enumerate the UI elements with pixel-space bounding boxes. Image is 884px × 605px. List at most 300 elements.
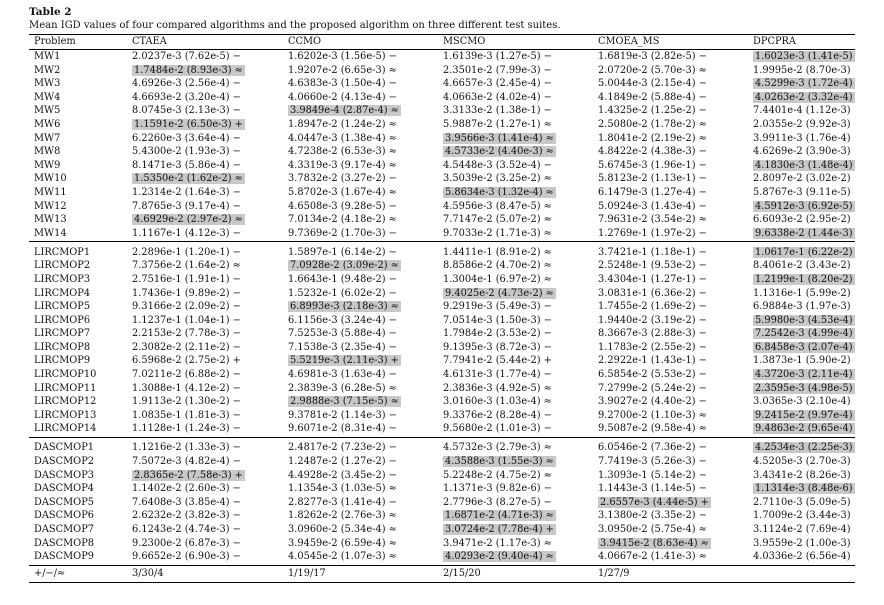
value-text: 5.4300e-2 (1.93e-3) − — [132, 146, 241, 158]
value-cell — [593, 172, 748, 186]
problem-cell: LIRCMOP1 — [34, 246, 91, 258]
value-cell — [593, 242, 748, 260]
value-text: 4.0447e-3 (1.38e-4) ≈ — [288, 132, 397, 144]
table-row — [29, 132, 855, 146]
value-text: 9.5680e-2 (1.01e-3) − — [443, 423, 552, 435]
value-cell — [748, 482, 855, 496]
value-text: 5.9887e-2 (1.27e-1) ≈ — [443, 118, 552, 130]
value-text: 7.5253e-3 (5.88e-4) − — [288, 328, 397, 340]
value-text: 4.5732e-3 (2.79e-3) ≈ — [443, 442, 552, 454]
table-row — [29, 523, 855, 537]
value-cell — [748, 368, 855, 382]
value-text: 2.3836e-3 (4.92e-5) ≈ — [443, 382, 552, 394]
value-cell — [127, 259, 283, 273]
problem-cell: LIRCMOP14 — [29, 422, 127, 437]
value-text: 6.0546e-2 (7.36e-2) − — [598, 442, 707, 454]
problem-cell: DASCMOP9 — [29, 550, 127, 565]
value-cell — [593, 159, 748, 173]
value-text: 1.7984e-2 (3.53e-2) − — [443, 328, 552, 340]
value-cell — [438, 300, 593, 314]
value-cell — [127, 438, 283, 456]
value-cell — [127, 200, 283, 214]
value-text: 3.9459e-2 (6.59e-4) ≈ — [288, 537, 397, 549]
value-cell — [748, 104, 855, 118]
value-cell — [748, 159, 855, 173]
best-value-highlight: 1.6023e-3 (1.41e-5) — [755, 51, 853, 62]
problem-cell: MW3 — [34, 78, 61, 90]
header-row — [29, 35, 855, 50]
value-text: 9.3376e-2 (8.28e-4) − — [443, 409, 552, 421]
value-text: 8.0745e-3 (2.13e-3) − — [132, 105, 241, 117]
value-cell — [438, 91, 593, 105]
problem-cell: DASCMOP3 — [34, 469, 95, 481]
header-mscmo: MSCMO — [438, 35, 593, 50]
value-text: 1.3088e-1 (4.12e-2) − — [132, 382, 241, 394]
value-text: 6.5854e-2 (5.53e-2) − — [598, 369, 707, 381]
table-row — [29, 242, 855, 260]
problem-cell: MW10 — [34, 173, 67, 185]
value-cell — [438, 395, 593, 409]
table-row — [29, 409, 855, 423]
problem-cell: MW11 — [34, 186, 67, 198]
value-cell — [593, 523, 748, 537]
value-text: 4.5205e-3 (2.70e-3) — [753, 456, 851, 468]
problem-cell: DASCMOP7 — [34, 524, 95, 535]
value-cell — [748, 327, 855, 341]
value-cell — [593, 341, 748, 355]
value-cell — [748, 91, 855, 105]
table-row — [29, 509, 855, 523]
value-cell — [748, 118, 855, 132]
value-cell — [593, 469, 748, 483]
value-cell — [283, 172, 438, 186]
problem-cell: LIRCMOP7 — [34, 328, 91, 340]
value-cell — [283, 341, 438, 355]
value-text: 1.1783e-2 (2.55e-2) − — [598, 341, 707, 353]
summary-row — [29, 565, 855, 582]
value-cell — [283, 469, 438, 483]
table-row — [29, 354, 855, 368]
value-text: 4.6981e-3 (1.63e-4) − — [288, 369, 397, 381]
value-cell — [593, 287, 748, 301]
value-cell — [438, 422, 593, 437]
value-text: 3.0950e-2 (5.75e-4) ≈ — [598, 524, 707, 535]
value-cell — [593, 64, 748, 78]
value-text: 1.2487e-2 (1.27e-2) − — [288, 456, 397, 468]
value-text: 1.9207e-2 (6.65e-3) ≈ — [288, 64, 397, 76]
value-text: 3.4341e-2 (8.26e-3) — [753, 469, 851, 481]
value-text: 2.7796e-3 (8.27e-5) − — [443, 496, 552, 508]
value-cell — [283, 242, 438, 260]
table-row — [29, 64, 855, 78]
value-text: 4.0545e-2 (1.07e-3) ≈ — [288, 551, 397, 563]
value-text: 7.0211e-2 (6.88e-2) − — [132, 369, 241, 381]
value-cell — [127, 159, 283, 173]
value-cell — [283, 200, 438, 214]
value-cell — [748, 422, 855, 437]
value-text: 1.1237e-1 (1.04e-1) − — [132, 314, 241, 326]
value-cell — [593, 104, 748, 118]
value-text: 4.5956e-3 (8.47e-5) ≈ — [443, 200, 552, 212]
value-text: 9.2300e-2 (6.87e-3) − — [132, 537, 241, 549]
value-cell — [748, 455, 855, 469]
value-text: 4.6269e-2 (3.90e-3) — [753, 146, 851, 158]
value-cell — [748, 469, 855, 483]
best-value-highlight: 1.5350e-2 (1.62e-2) ≈ — [134, 173, 243, 185]
table-row — [29, 213, 855, 227]
value-cell — [438, 159, 593, 173]
value-text: 1.4325e-2 (1.25e-2) − — [598, 105, 707, 117]
value-text: 1.5897e-1 (6.14e-2) − — [288, 246, 397, 258]
value-cell — [593, 509, 748, 523]
best-value-highlight: 2.6557e-3 (4.44e-5) + — [600, 496, 709, 508]
value-text: 2.5080e-2 (1.78e-2) ≈ — [598, 118, 707, 130]
value-text: 3.0365e-3 (2.10e-4) — [753, 396, 851, 408]
value-text: 9.6652e-2 (6.90e-3) − — [132, 551, 241, 563]
best-value-highlight: 2.3595e-3 (4.98e-5) — [755, 382, 853, 394]
value-cell — [748, 186, 855, 200]
value-cell — [438, 327, 593, 341]
value-text: 7.7941e-2 (5.44e-2) + — [443, 355, 552, 367]
value-cell — [283, 395, 438, 409]
value-cell — [438, 550, 593, 565]
value-text: 2.3839e-3 (6.28e-5) ≈ — [288, 382, 397, 394]
best-value-highlight: 2.8365e-2 (7.58e-3) + — [134, 469, 243, 481]
value-cell — [127, 368, 283, 382]
value-text: 1.9113e-2 (1.30e-2) − — [132, 396, 241, 408]
value-text: 2.4817e-2 (7.23e-2) − — [288, 442, 397, 454]
value-cell — [438, 537, 593, 551]
table-row — [29, 287, 855, 301]
value-text: 1.4411e-1 (8.91e-2) ≈ — [443, 246, 552, 258]
table-row — [29, 300, 855, 314]
value-cell — [283, 496, 438, 510]
value-text: 9.7369e-2 (1.70e-3) − — [288, 227, 397, 239]
value-cell — [593, 368, 748, 382]
value-cell — [748, 314, 855, 328]
value-text: 2.0355e-2 (9.92e-3) — [753, 118, 851, 130]
value-text: 1.8262e-2 (2.76e-3) ≈ — [288, 510, 397, 522]
value-cell — [748, 242, 855, 260]
value-text: 2.5248e-1 (9.53e-2) − — [598, 260, 707, 272]
best-value-highlight: 4.5912e-3 (6.92e-5) — [755, 200, 853, 212]
table-row — [29, 145, 855, 159]
value-text: 1.1128e-1 (1.24e-3) − — [132, 423, 241, 435]
table-row — [29, 259, 855, 273]
value-text: 4.6508e-3 (9.28e-5) − — [288, 200, 397, 212]
value-cell — [283, 132, 438, 146]
value-text: 4.6383e-3 (1.50e-4) − — [288, 78, 397, 90]
value-cell — [283, 273, 438, 287]
value-text: 3.4304e-1 (1.27e-1) − — [598, 273, 707, 285]
value-cell — [748, 300, 855, 314]
value-cell — [748, 50, 855, 64]
value-text: 1.7436e-1 (9.89e-2) − — [132, 287, 241, 299]
value-text: 7.6408e-3 (3.85e-4) − — [132, 496, 241, 508]
table-row — [29, 186, 855, 200]
value-text: 2.3082e-2 (2.11e-2) − — [132, 341, 241, 353]
value-cell — [593, 91, 748, 105]
value-cell — [593, 314, 748, 328]
value-text: 4.8422e-2 (4.38e-3) − — [598, 146, 707, 158]
value-cell — [748, 213, 855, 227]
problem-cell: MW6 — [34, 118, 61, 130]
problem-cell: LIRCMOP3 — [34, 273, 91, 285]
value-cell — [438, 200, 593, 214]
value-text: 5.6745e-3 (1.96e-1) − — [598, 159, 707, 171]
value-text: 1.1402e-2 (2.60e-3) − — [132, 483, 241, 495]
value-cell — [438, 186, 593, 200]
best-value-highlight: 4.3588e-3 (1.55e-3) ≈ — [445, 456, 554, 468]
best-value-highlight: 1.6871e-2 (4.71e-3) ≈ — [445, 510, 554, 522]
value-cell — [127, 341, 283, 355]
header-ctaea: CTAEA — [127, 35, 283, 50]
table-label: Table 2 — [29, 6, 72, 18]
value-text: 5.8123e-2 (1.13e-1) − — [598, 173, 707, 185]
value-text: 1.6202e-3 (1.56e-5) − — [288, 51, 397, 62]
value-cell — [593, 77, 748, 91]
value-text: 1.1167e-1 (4.12e-3) − — [132, 227, 241, 239]
summary-value — [748, 565, 855, 582]
value-text: 6.1156e-3 (3.24e-4) − — [288, 314, 397, 326]
value-cell — [127, 300, 283, 314]
value-text: 3.9559e-2 (1.00e-3) — [753, 537, 851, 549]
value-cell — [748, 259, 855, 273]
value-text: 9.1395e-3 (8.72e-3) − — [443, 341, 552, 353]
value-text: 5.0044e-3 (2.15e-4) − — [598, 78, 707, 90]
value-cell — [593, 537, 748, 551]
value-cell — [127, 91, 283, 105]
problem-cell: MW7 — [34, 132, 61, 144]
best-value-highlight: 1.1314e-3 (8.48e-6) — [755, 483, 853, 495]
value-cell — [283, 509, 438, 523]
problem-cell: DASCMOP2 — [34, 456, 95, 468]
value-cell — [438, 273, 593, 287]
value-text: 1.3004e-1 (6.97e-2) ≈ — [443, 273, 552, 285]
header-dpcpra: DPCPRA — [748, 35, 855, 50]
value-cell — [283, 104, 438, 118]
value-text: 5.0924e-3 (1.43e-4) − — [598, 200, 707, 212]
value-cell — [283, 537, 438, 551]
value-cell — [127, 537, 283, 551]
table-row — [29, 382, 855, 396]
value-text: 3.9027e-2 (4.40e-2) − — [598, 396, 707, 408]
value-text: 1.6819e-3 (2.82e-5) − — [598, 51, 707, 62]
best-value-highlight: 9.4863e-2 (9.65e-4) — [755, 423, 853, 435]
value-text: 4.0663e-2 (4.02e-4) − — [443, 91, 552, 103]
value-cell — [127, 118, 283, 132]
value-cell — [593, 327, 748, 341]
table-row — [29, 159, 855, 173]
problem-cell: MW2 — [34, 64, 61, 76]
value-cell — [748, 409, 855, 423]
value-text: 1.1216e-2 (1.33e-3) − — [132, 442, 241, 454]
value-text: 2.3501e-2 (7.99e-3) − — [443, 64, 552, 76]
value-cell — [283, 314, 438, 328]
value-text: 6.5968e-2 (2.75e-2) + — [132, 355, 241, 367]
problem-cell: LIRCMOP10 — [34, 369, 97, 381]
value-cell — [283, 327, 438, 341]
value-cell — [127, 172, 283, 186]
value-text: 3.0960e-2 (5.34e-4) ≈ — [288, 524, 397, 535]
value-cell — [127, 496, 283, 510]
value-text: 3.7832e-2 (3.27e-2) − — [288, 173, 397, 185]
value-cell — [438, 104, 593, 118]
value-cell — [127, 550, 283, 565]
problem-cell: MW12 — [34, 200, 67, 212]
table-caption: Mean IGD values of four compared algorithms and the proposed algorithm on three different test suites. — [29, 20, 561, 31]
value-text: 5.8767e-3 (9.11e-5) — [753, 186, 851, 198]
value-cell — [283, 409, 438, 423]
value-text: 2.8277e-3 (1.41e-4) − — [288, 496, 397, 508]
value-cell — [283, 354, 438, 368]
value-cell — [748, 64, 855, 78]
value-cell — [127, 409, 283, 423]
value-cell — [593, 227, 748, 242]
value-cell — [283, 91, 438, 105]
value-cell — [127, 104, 283, 118]
best-value-highlight: 3.9566e-3 (1.41e-4) ≈ — [445, 132, 554, 144]
value-text: 7.7419e-3 (5.26e-3) − — [598, 456, 707, 468]
value-cell — [438, 368, 593, 382]
problem-cell: LIRCMOP11 — [34, 382, 97, 394]
best-value-highlight: 5.8634e-3 (1.32e-4) ≈ — [445, 186, 554, 198]
header-ccmo: CCMO — [283, 35, 438, 50]
value-text: 1.3093e-1 (5.14e-2) − — [598, 469, 707, 481]
value-cell — [283, 482, 438, 496]
value-cell — [127, 273, 283, 287]
value-text: 7.9631e-2 (3.54e-2) ≈ — [598, 214, 707, 226]
value-cell — [438, 227, 593, 242]
value-cell — [438, 64, 593, 78]
table-row — [29, 327, 855, 341]
table-figure — [29, 5, 855, 583]
value-cell — [127, 145, 283, 159]
value-cell — [593, 550, 748, 565]
value-cell — [127, 77, 283, 91]
value-cell — [283, 118, 438, 132]
best-value-highlight: 1.7484e-2 (8.93e-3) ≈ — [134, 64, 243, 76]
value-cell — [748, 172, 855, 186]
value-cell — [438, 438, 593, 456]
value-cell — [593, 496, 748, 510]
value-cell — [593, 300, 748, 314]
value-text: 2.6232e-2 (3.82e-3) − — [132, 510, 241, 522]
value-cell — [748, 341, 855, 355]
table-row — [29, 91, 855, 105]
value-cell — [593, 422, 748, 437]
problem-cell: MW5 — [34, 105, 61, 117]
value-text: 9.5087e-2 (9.58e-4) ≈ — [598, 423, 707, 435]
table-row — [29, 314, 855, 328]
value-cell — [438, 77, 593, 91]
table-row — [29, 227, 855, 242]
value-text: 2.8097e-2 (3.02e-2) — [753, 173, 851, 185]
problem-cell: LIRCMOP2 — [34, 260, 91, 272]
value-cell — [748, 509, 855, 523]
value-text: 4.1849e-2 (5.88e-4) − — [598, 91, 707, 103]
summary-value: 1/19/17 — [283, 565, 438, 582]
best-value-highlight: 5.5219e-3 (2.11e-3) + — [290, 355, 399, 367]
value-text: 1.1316e-1 (5.99e-2) — [753, 287, 851, 299]
value-text: 1.8041e-2 (2.19e-2) ≈ — [598, 132, 707, 144]
value-cell — [438, 523, 593, 537]
value-cell — [127, 314, 283, 328]
value-cell — [127, 509, 283, 523]
value-text: 8.8586e-2 (4.70e-2) ≈ — [443, 260, 552, 272]
problem-cell: LIRCMOP6 — [34, 314, 91, 326]
value-text: 3.0831e-1 (6.36e-2) − — [598, 287, 707, 299]
value-text: 7.2799e-2 (5.24e-2) − — [598, 382, 707, 394]
best-value-highlight: 1.0617e-1 (6.22e-2) — [755, 246, 853, 258]
value-text: 1.8947e-2 (1.24e-2) ≈ — [288, 118, 397, 130]
value-cell — [438, 118, 593, 132]
value-text: 2.7110e-3 (5.09e-5) — [753, 496, 851, 508]
value-text: 6.1479e-3 (1.27e-4) − — [598, 186, 707, 198]
problem-cell: DASCMOP1 — [34, 442, 95, 454]
value-cell — [748, 382, 855, 396]
value-cell — [593, 395, 748, 409]
best-value-highlight: 7.2542e-3 (4.99e-4) — [755, 328, 853, 340]
table-row — [29, 537, 855, 551]
value-text: 1.0835e-1 (1.81e-3) − — [132, 409, 241, 421]
value-cell — [283, 64, 438, 78]
value-cell — [438, 509, 593, 523]
best-value-highlight: 5.9980e-3 (4.53e-4) — [755, 314, 853, 326]
problem-cell: MW13 — [34, 214, 67, 226]
value-text: 3.0160e-3 (1.03e-4) ≈ — [443, 396, 552, 408]
best-value-highlight: 1.2199e-1 (8.20e-2) — [755, 273, 853, 285]
value-cell — [593, 354, 748, 368]
value-cell — [438, 382, 593, 396]
value-text: 1.7009e-2 (3.44e-3) — [753, 510, 851, 522]
value-text: 1.5232e-1 (6.02e-2) − — [288, 287, 397, 299]
value-text: 1.1371e-3 (9.82e-6) − — [443, 483, 552, 495]
value-cell — [748, 395, 855, 409]
header-cmoea-ms: CMOEA_MS — [593, 35, 748, 50]
problem-cell: LIRCMOP13 — [34, 409, 97, 421]
value-text: 4.3319e-3 (9.17e-4) ≈ — [288, 159, 397, 171]
value-text: 7.7147e-2 (5.07e-2) ≈ — [443, 214, 552, 226]
problem-cell: MW1 — [34, 51, 61, 62]
results-table — [29, 34, 855, 583]
value-text: 3.7421e-1 (1.18e-1) − — [598, 246, 707, 258]
value-cell — [283, 368, 438, 382]
table-row — [29, 422, 855, 437]
value-cell — [593, 382, 748, 396]
value-cell — [748, 77, 855, 91]
best-value-highlight: 7.0928e-2 (3.09e-2) ≈ — [290, 260, 399, 272]
value-cell — [438, 213, 593, 227]
value-cell — [127, 132, 283, 146]
value-text: 5.2248e-2 (4.75e-2) ≈ — [443, 469, 552, 481]
value-cell — [127, 395, 283, 409]
value-text: 4.0660e-2 (4.13e-4) − — [288, 91, 397, 103]
value-cell — [127, 227, 283, 242]
table-row — [29, 118, 855, 132]
table-row — [29, 550, 855, 565]
best-value-highlight: 4.0293e-2 (9.40e-4) ≈ — [445, 551, 554, 563]
value-text: 6.2260e-3 (3.64e-4) − — [132, 132, 241, 144]
value-text: 6.6093e-2 (2.95e-2) — [753, 214, 851, 226]
value-cell — [438, 172, 593, 186]
value-text: 2.2153e-2 (7.78e-3) − — [132, 328, 241, 340]
table-row — [29, 368, 855, 382]
best-value-highlight: 9.2415e-2 (9.97e-4) — [755, 409, 853, 421]
value-cell — [748, 496, 855, 510]
table-row — [29, 395, 855, 409]
value-text: 8.3667e-3 (2.88e-3) − — [598, 328, 707, 340]
